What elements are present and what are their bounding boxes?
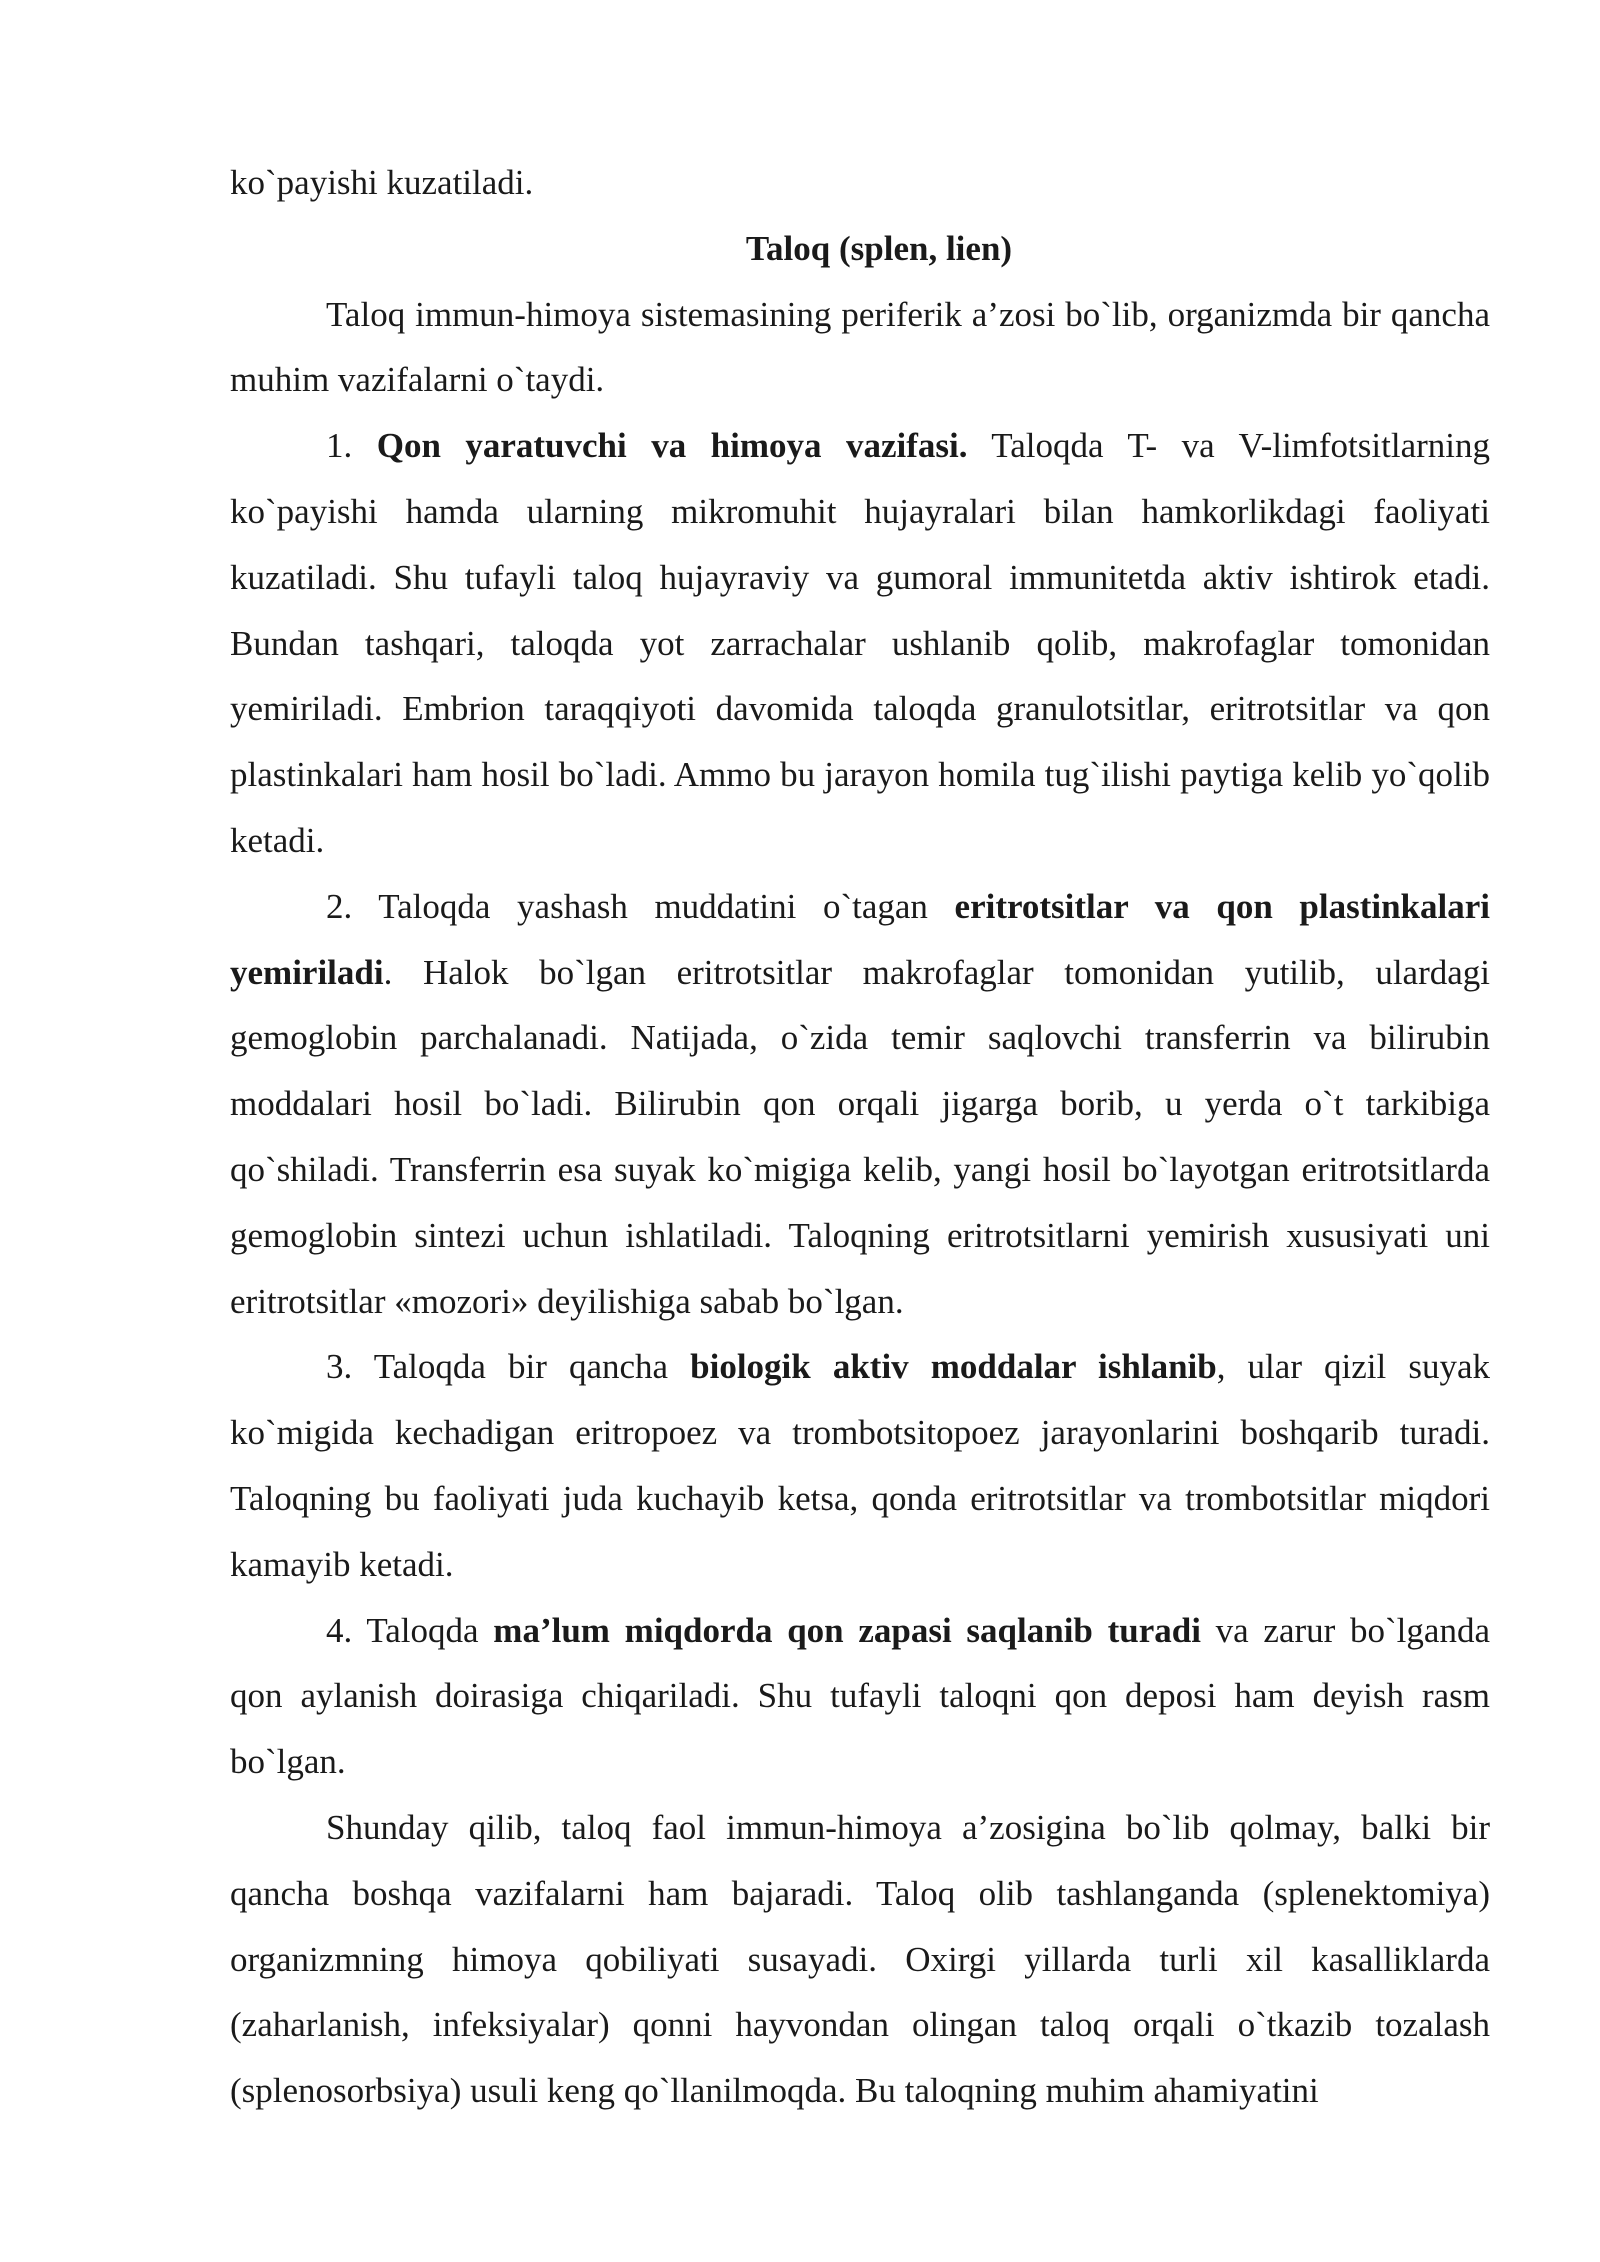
conclusion-paragraph: Shunday qilib, taloq faol immun-himoya a’zosigina bo`lib qolmay, balki bir qancha boshqa vazifalarni ham bajaradi. Taloq olib tashlanganda (splenektomiya) organizmning himoya qobiliyati susayadi. Oxirgi yillarda turli xil kasalliklarda (zaharlanish, infeksiyalar) qonni hayvondan olingan taloq orqali o`tkazib tozalash (splenosorbsiya) usuli keng qo`llanilmoqda. Bu taloqning muhim ahamiyatini <box>230 1807 1490 2111</box>
item-2-text: . Halok bo`lgan eritrotsitlar makrofaglar tomonidan yutilib, ulardagi gemoglobin parchalanadi. Natijada, o`zida temir saqlovchi transferrin va bilirubin moddalari hosil bo`ladi. Bilirubin qon orqali jigarga borib, u yerda o`t tarkibiga qo`shiladi. Transferrin esa suyak ko`migiga kelib, yangi hosil bo`layotgan eritrotsitlarda gemoglobin sintezi uchun ishlatiladi. Taloqning eritrotsitlarni yemirish xususiyati uni eritrotsitlar «mozori» deyilishiga sabab bo`lgan. <box>230 952 1490 1321</box>
paragraph-item-1 <box>230 413 1490 874</box>
item-4-bold: ma’lum miqdorda qon zapasi saqlanib turadi <box>493 1610 1201 1650</box>
document-page <box>230 150 1490 2124</box>
continuation-line: ko`payishi kuzatiladi. <box>230 163 534 202</box>
section-heading: Taloq (splen, lien) <box>745 228 1013 268</box>
item-1-prefix: 1. <box>326 426 377 466</box>
item-1-bold: Qon yaratuvchi va himoya vazifasi. <box>376 426 968 466</box>
item-3-prefix: 3. Taloqda bir qancha <box>326 1347 691 1387</box>
paragraph-item-3 <box>230 1334 1490 1597</box>
item-3-bold: biologik aktiv moddalar ishlanib <box>690 1347 1217 1387</box>
paragraph-item-2 <box>230 874 1490 1335</box>
item-1-text: Taloqda T- va V-limfotsitlarning ko`payishi hamda ularning mikromuhit hujayralari bilan hamkorlikdagi faoliyati kuzatiladi. Shu tufayli taloq hujayraviy va gumoral immunitetda aktiv ishtirok etadi. Bundan tashqari, taloqda yot zarrachalar ushlanib qolib, makrofaglar tomonidan yemiriladi. Embrion taraqqiyoti davomida taloqda granulotsitlar, eritrotsitlar va qon plastinkalari ham hosil bo`ladi. Ammo bu jarayon homila tug`ilishi paytiga kelib yo`qolib ketadi. <box>230 426 1490 860</box>
item-4-prefix: 4. Taloqda <box>326 1610 494 1650</box>
item-2-prefix: 2. Taloqda yashash muddatini o`tagan <box>326 886 955 926</box>
item-4-text: va zarur bo`lganda qon aylanish doirasiga chiqariladi. Shu tufayli taloqni qon deposi ham deyish rasm bo`lgan. <box>230 1610 1490 1782</box>
paragraph-item-4 <box>230 1598 1490 1795</box>
item-2-bold: eritrotsitlar va qon plastinkalari yemiriladi <box>230 886 1490 992</box>
item-3-text: , ular qizil suyak ko`migida kechadigan eritropoez va trombotsitopoez jarayonlarini boshqarib turadi. Taloqning bu faoliyati juda kuchayib ketsa, qonda eritrotsitlar va trombotsitlar miqdori kamayib ketadi. <box>230 1347 1490 1584</box>
intro-paragraph: Taloq immun-himoya sistemasining periferik a’zosi bo`lib, organizmda bir qancha muhim vazifalarni o`taydi. <box>230 294 1490 400</box>
